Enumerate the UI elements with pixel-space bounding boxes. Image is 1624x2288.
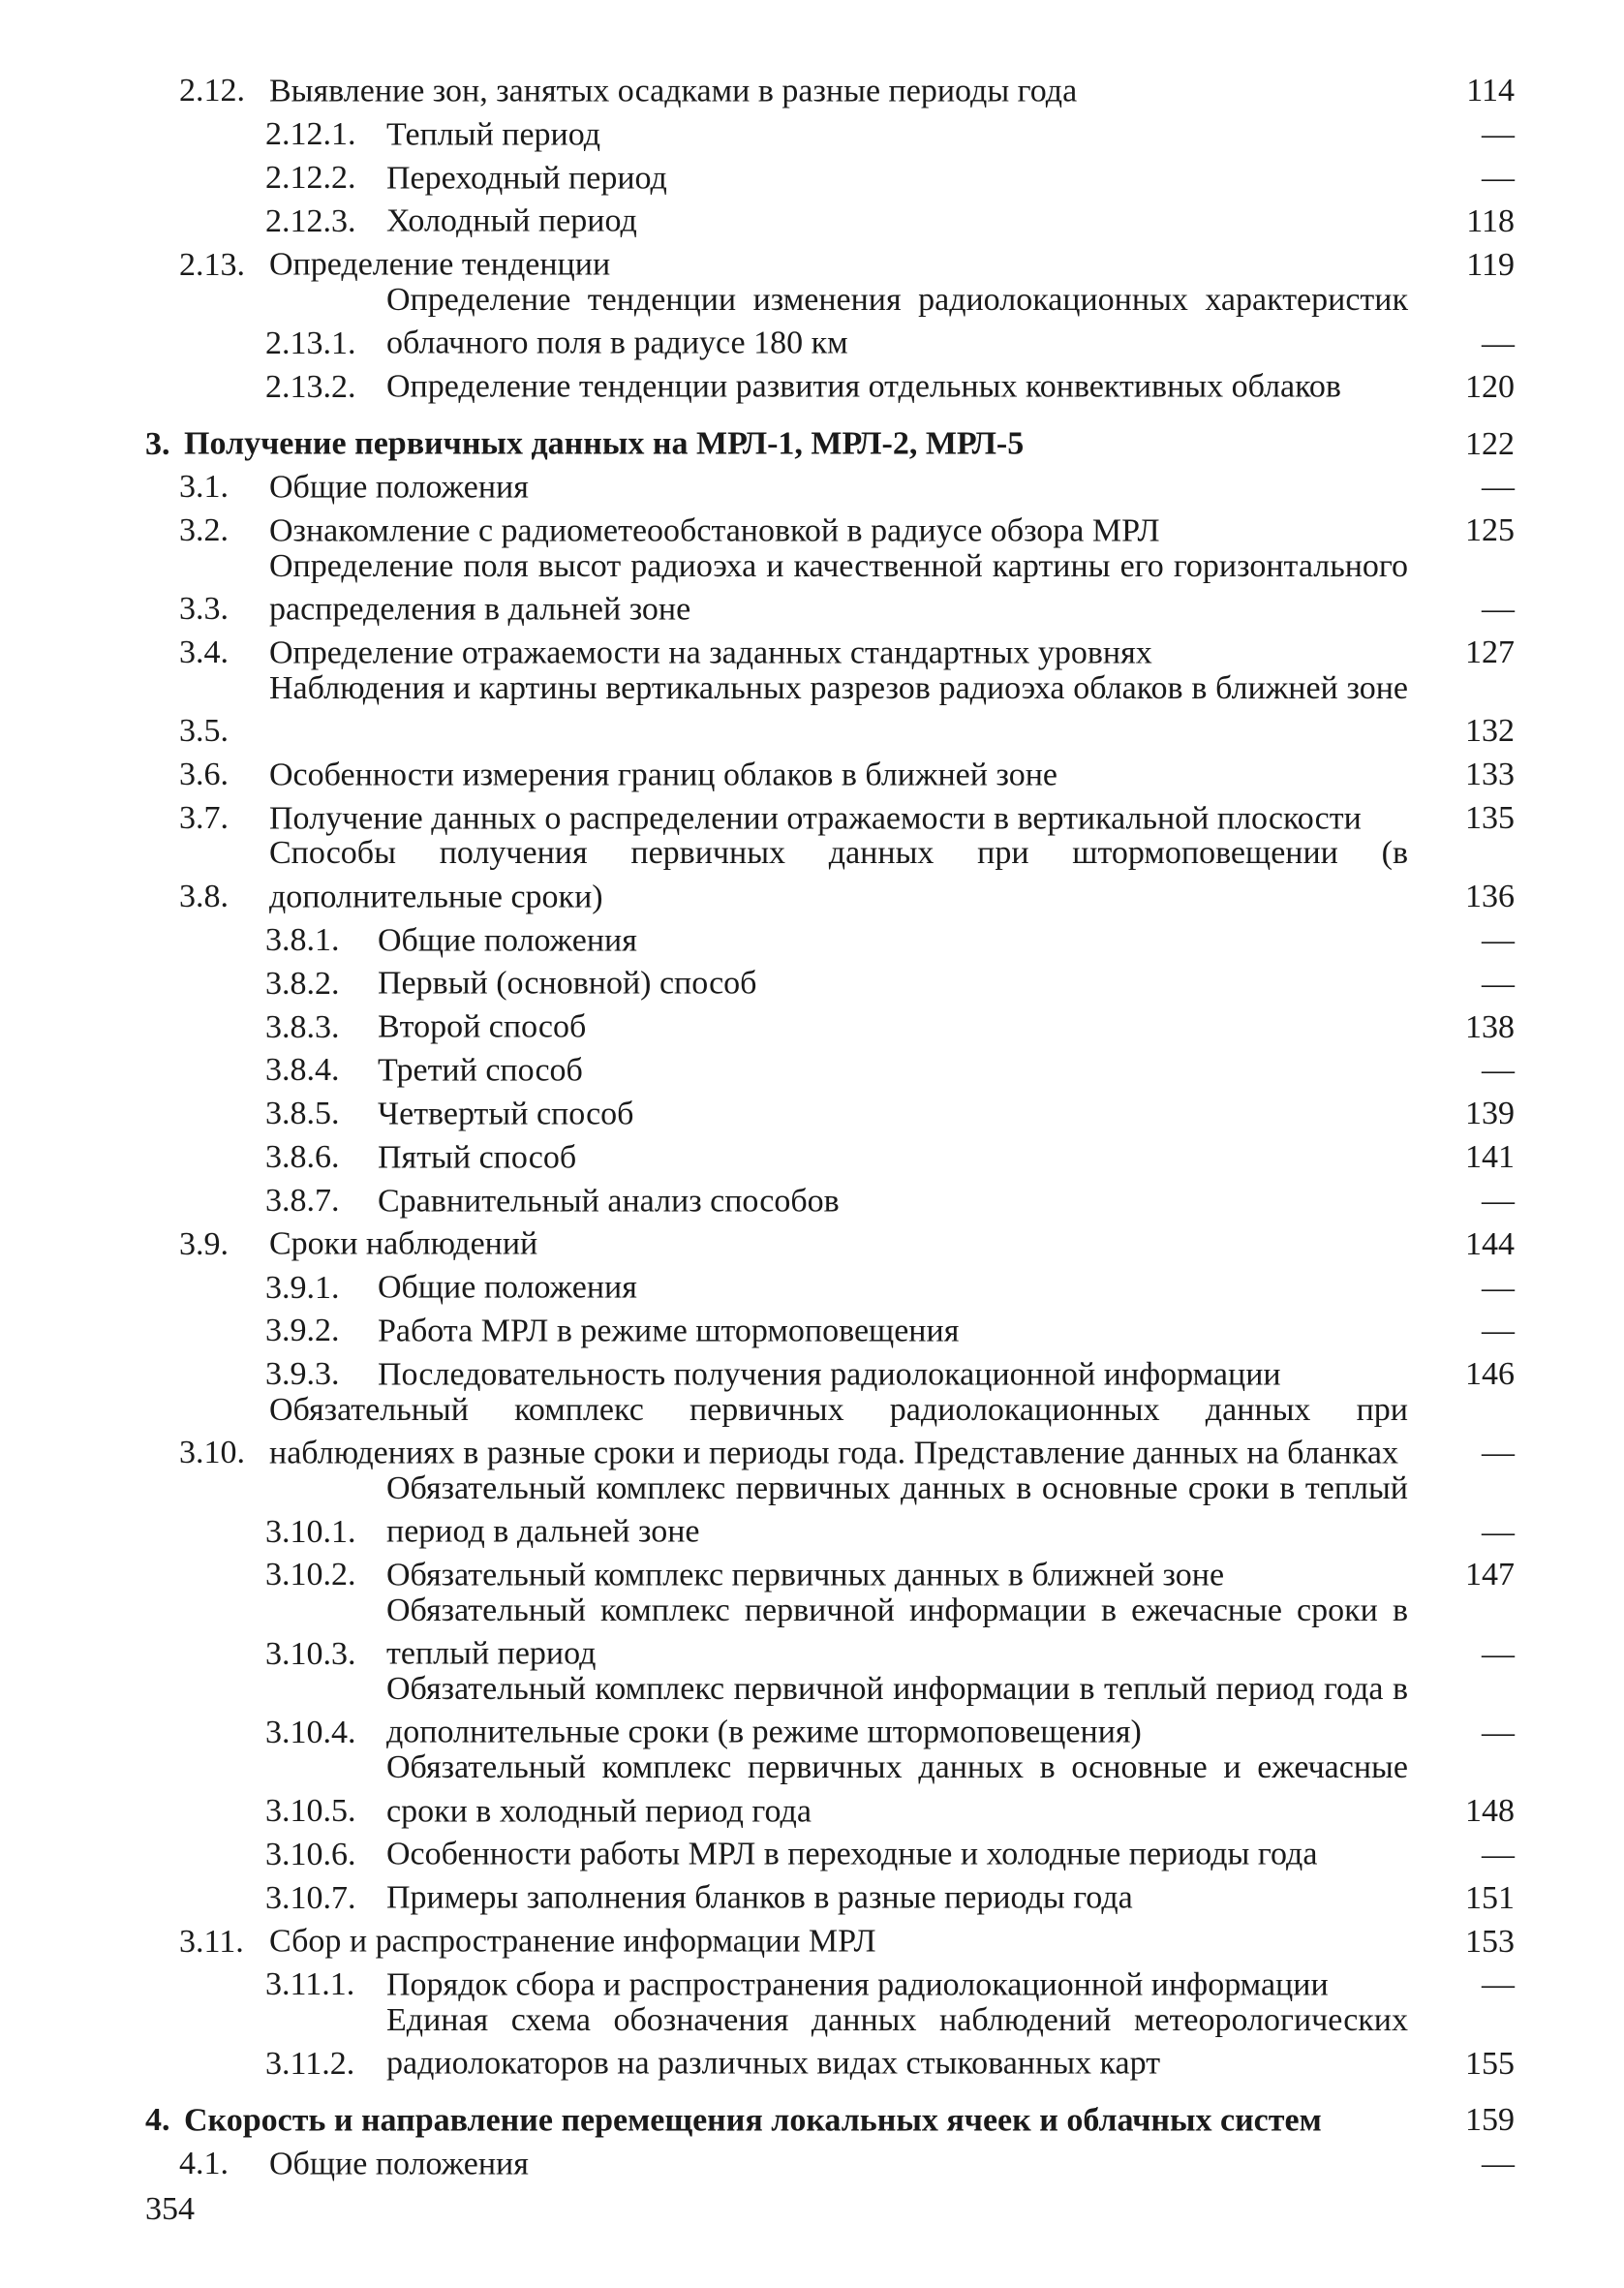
toc-number: 2.13.2. (265, 368, 356, 405)
toc-page: — (1482, 1714, 1515, 1750)
toc-title: Общие положения (269, 2146, 529, 2182)
toc-page: 120 (1465, 368, 1515, 405)
toc-title: Пятый способ (378, 1139, 577, 1176)
toc-page: 135 (1465, 800, 1515, 836)
toc-number: 3.10.2. (265, 1557, 356, 1593)
toc-number: 3.10.7. (265, 1879, 356, 1916)
toc-chapter (145, 2095, 1520, 2139)
toc-subsection (145, 1089, 1520, 1132)
toc-number: 2.13.1. (265, 325, 356, 361)
toc-page: — (1482, 1313, 1515, 1349)
toc-section (145, 750, 1520, 793)
toc-number: 3.8.1. (265, 922, 340, 959)
toc-subsection (145, 361, 1520, 405)
toc-section (145, 506, 1520, 549)
toc-number: 2.12.1. (265, 116, 356, 153)
toc-number: 3.2. (179, 512, 229, 549)
toc-page: 138 (1465, 1008, 1515, 1045)
toc-subsection (145, 1593, 1520, 1672)
toc-page: 144 (1465, 1225, 1515, 1262)
toc-title: Порядок сбора и распространения радиолокационной информации (386, 1966, 1329, 2003)
toc-title: Определение тенденции (269, 246, 611, 283)
toc-title: Выявление зон, занятых осадками в разные периоды года (269, 73, 1078, 109)
toc-page: 153 (1465, 1923, 1515, 1960)
toc-page: 127 (1465, 634, 1515, 671)
toc-section (145, 793, 1520, 837)
toc-number: 3.8.5. (265, 1096, 340, 1132)
toc-number: 3.8.2. (265, 965, 340, 1002)
toc-subsection (145, 915, 1520, 959)
toc-title: Получение первичных данных на МРЛ-1, МРЛ-2, МРЛ-5 (184, 425, 1025, 462)
toc-title: Второй способ (378, 1008, 587, 1045)
toc-subsection (145, 1750, 1520, 1829)
toc-number: 3.7. (179, 800, 229, 836)
toc-page: — (1482, 591, 1515, 628)
toc-page: — (1482, 325, 1515, 361)
toc-page: — (1482, 116, 1515, 153)
toc-title: Способы получения первичных данных при штормоповещении (в дополнительные сроки) (269, 835, 1408, 915)
toc-number: 3.8.7. (265, 1182, 340, 1219)
toc-subsection (145, 1349, 1520, 1393)
toc-page: 148 (1465, 1793, 1515, 1830)
toc-number: 2.13. (179, 246, 245, 283)
toc-title: Обязательный комплекс первичных радиолокационных данных при наблюдениях в разные сроки и периоды года. Представление данных на бланках (269, 1391, 1408, 1471)
toc-title: Обязательный комплекс первичной информации в ежечасные сроки в теплый период (386, 1592, 1408, 1672)
toc-number: 3.3. (179, 591, 229, 628)
toc-page: — (1482, 1513, 1515, 1550)
toc-number: 3.10.1. (265, 1513, 356, 1550)
toc-page: 147 (1465, 1557, 1515, 1593)
toc-title: Обязательный комплекс первичных данных в ближней зоне (386, 1557, 1225, 1593)
toc-title: Определение тенденции изменения радиолокационных характеристик облачного поля в радиусе 180 км (386, 282, 1408, 361)
toc-section (145, 836, 1520, 914)
toc-page: — (1482, 1836, 1515, 1872)
toc-number: 3.11.2. (265, 2045, 355, 2082)
toc-page: 141 (1465, 1139, 1515, 1176)
toc-number: 2.12.2. (265, 160, 356, 197)
toc-number: 3.11. (179, 1923, 244, 1960)
toc-number: 3.9.2. (265, 1313, 340, 1349)
toc-page: — (1482, 1635, 1515, 1672)
toc-title: Третий способ (378, 1052, 583, 1089)
toc-subsection (145, 1829, 1520, 1872)
toc-number: 3.10. (179, 1435, 245, 1471)
toc-number: 2.12. (179, 73, 245, 109)
toc-title: Определение тенденции развития отдельных конвективных облаков (386, 368, 1341, 405)
toc-number: 2.12.3. (265, 202, 356, 239)
toc-title: Работа МРЛ в режиме штормоповещения (378, 1313, 960, 1349)
toc-number: 3.10.3. (265, 1635, 356, 1672)
toc-page: — (1482, 922, 1515, 959)
toc-page: — (1482, 1966, 1515, 2003)
toc-section (145, 1916, 1520, 1960)
toc-page: — (1482, 1052, 1515, 1089)
toc-section (145, 1393, 1520, 1471)
toc-subsection (145, 1002, 1520, 1045)
toc-page: 125 (1465, 512, 1515, 549)
toc-title: Последовательность получения радиолокационной информации (378, 1356, 1281, 1393)
toc-number: 3.9. (179, 1225, 229, 1262)
page-number: 354 (145, 2191, 195, 2227)
toc-page: 118 (1466, 202, 1515, 239)
toc-title: Особенности работы МРЛ в переходные и холодные периоды года (386, 1836, 1318, 1872)
toc-number: 3.4. (179, 634, 229, 671)
toc-title: Четвертый способ (378, 1096, 634, 1132)
toc-section (145, 66, 1520, 109)
toc-title: Сравнительный анализ способов (378, 1182, 840, 1219)
toc-number: 3.6. (179, 757, 229, 793)
toc-section (145, 239, 1520, 283)
toc-number: 3.5. (179, 713, 229, 750)
table-of-contents (145, 66, 1520, 2182)
toc-subsection (145, 153, 1520, 197)
toc-page: 139 (1465, 1096, 1515, 1132)
toc-title: Переходный период (386, 160, 667, 197)
toc-title: Примеры заполнения бланков в разные периоды года (386, 1879, 1133, 1916)
toc-subsection (145, 1045, 1520, 1089)
toc-title: Общие положения (378, 922, 637, 959)
toc-page: 132 (1465, 713, 1515, 750)
toc-number: 3.11.1. (265, 1966, 355, 2003)
toc-page: — (1482, 469, 1515, 506)
toc-number: 3.8.3. (265, 1008, 340, 1045)
toc-subsection (145, 1471, 1520, 1550)
toc-page: — (1482, 965, 1515, 1002)
toc-title: Ознакомление с радиометеообстановкой в радиусе обзора МРЛ (269, 512, 1160, 549)
toc-section (145, 462, 1520, 506)
toc-title: Сбор и распространение информации МРЛ (269, 1923, 876, 1960)
toc-title: Наблюдения и картины вертикальных разрезов радиоэха облаков в ближней зоне (269, 669, 1408, 706)
toc-page: 155 (1465, 2045, 1515, 2082)
toc-page: — (1482, 2146, 1515, 2182)
toc-title: Теплый период (386, 116, 601, 153)
toc-title: Определение поля высот радиоэха и качественной картины его горизонтального распределения в дальней зоне (269, 547, 1408, 628)
toc-chapter (145, 418, 1520, 462)
toc-number: 3.1. (179, 469, 229, 506)
toc-subsection (145, 1132, 1520, 1176)
toc-page: 159 (1465, 2102, 1515, 2139)
toc-subsection (145, 1306, 1520, 1349)
toc-number: 3.10.5. (265, 1793, 356, 1830)
toc-section (145, 671, 1520, 750)
toc-page: 119 (1466, 246, 1515, 283)
toc-page: 122 (1465, 425, 1515, 462)
toc-title: Обязательный комплекс первичной информации в теплый период года в дополнительные сроки (в режиме штормоповещения) (386, 1671, 1408, 1750)
toc-title: Особенности измерения границ облаков в ближней зоне (269, 757, 1057, 793)
toc-title: Общие положения (378, 1269, 637, 1306)
toc-page: — (1482, 160, 1515, 197)
toc-title: Обязательный комплекс первичных данных в основные и ежечасные сроки в холодный период года (386, 1749, 1408, 1830)
toc-number: 4.1. (179, 2146, 229, 2182)
toc-number: 3. (145, 425, 170, 462)
toc-title: Единая схема обозначения данных наблюдений метеорологических радиолокаторов на различных видах стыкованных карт (386, 2001, 1408, 2082)
toc-page: 151 (1465, 1879, 1515, 1916)
toc-section (145, 1219, 1520, 1262)
toc-title: Общие положения (269, 469, 529, 506)
toc-number: 3.10.6. (265, 1836, 356, 1872)
toc-title: Холодный период (386, 202, 637, 239)
toc-subsection (145, 1672, 1520, 1750)
toc-title: Скорость и направление перемещения локальных ячеек и облачных систем (184, 2102, 1322, 2139)
toc-page: — (1482, 1435, 1515, 1471)
toc-page: 114 (1466, 73, 1515, 109)
toc-title: Первый (основной) способ (378, 965, 757, 1002)
toc-subsection (145, 1262, 1520, 1306)
toc-page: 146 (1465, 1356, 1515, 1393)
toc-section (145, 549, 1520, 628)
toc-subsection (145, 1960, 1520, 2003)
toc-title: Получение данных о распределении отражаемости в вертикальной плоскости (269, 800, 1362, 836)
toc-subsection (145, 1872, 1520, 1916)
toc-subsection (145, 1550, 1520, 1593)
toc-subsection (145, 1176, 1520, 1220)
toc-number: 4. (145, 2102, 170, 2139)
toc-title: Определение отражаемости на заданных стандартных уровнях (269, 634, 1152, 671)
toc-page: 133 (1465, 757, 1515, 793)
toc-subsection (145, 958, 1520, 1002)
toc-number: 3.9.1. (265, 1269, 340, 1306)
toc-title: Сроки наблюдений (269, 1225, 538, 1262)
toc-subsection (145, 2003, 1520, 2082)
toc-number: 3.8. (179, 879, 229, 915)
toc-number: 3.8.6. (265, 1139, 340, 1176)
toc-subsection (145, 109, 1520, 153)
toc-number: 3.10.4. (265, 1714, 356, 1750)
toc-page: 136 (1465, 879, 1515, 915)
toc-subsection (145, 283, 1520, 361)
toc-number: 3.8.4. (265, 1052, 340, 1089)
toc-section (145, 2139, 1520, 2182)
toc-title: Обязательный комплекс первичных данных в основные сроки в теплый период в дальней зоне (386, 1469, 1408, 1550)
toc-section (145, 628, 1520, 671)
toc-page: — (1482, 1269, 1515, 1306)
toc-subsection (145, 196, 1520, 239)
toc-number: 3.9.3. (265, 1356, 340, 1393)
toc-page: — (1482, 1182, 1515, 1219)
